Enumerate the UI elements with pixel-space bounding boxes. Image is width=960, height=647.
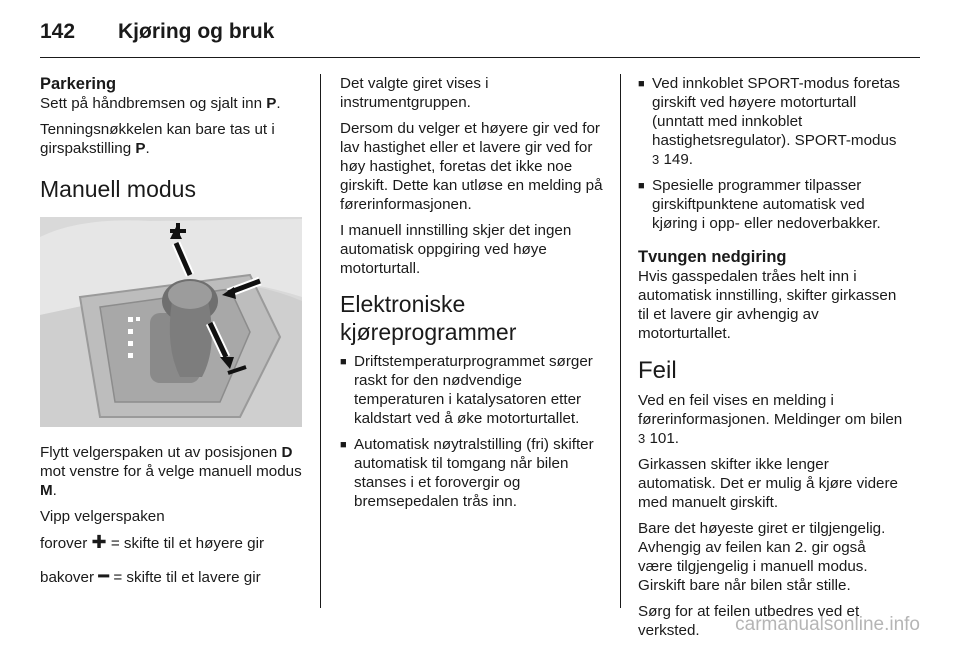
text-run: Ved en feil vises en melding i førerinformasjonen. Meldinger om bilen — [638, 392, 903, 428]
gear-m: M — [40, 482, 53, 499]
back-line — [40, 567, 306, 587]
text-run: Sett på håndbremsen og sjalt inn — [40, 95, 267, 112]
bullet-icon: ■ — [638, 78, 645, 90]
forward-line — [40, 533, 306, 553]
plus-icon: ✚ — [91, 532, 107, 552]
list-item-text: Driftstemperaturprogrammet sørger raskt for den nødvendige temperaturen i katalysatoren etter kaldstart ved å øke motorturtallet. — [354, 353, 593, 427]
move-lever-text — [40, 443, 306, 500]
gear-p: P — [266, 95, 277, 112]
manual-mode-heading: Manuell modus — [40, 176, 196, 202]
no-upshift-text: I manuell innstilling skjer det ingen automatisk oppgiring ved høye motorturtall. — [340, 222, 572, 277]
bullet-icon: ■ — [638, 180, 645, 192]
page-ref[interactable]: 101. — [649, 430, 680, 447]
column-1 — [40, 74, 306, 594]
bullet-icon: ■ — [340, 356, 347, 368]
watermark: carmanualsonline.info — [735, 614, 920, 635]
text-run: . — [276, 95, 281, 112]
column-divider-1 — [320, 74, 321, 608]
list-item-text: Automatisk nøytralstilling (fri) skifter automatisk til tomgang når bilen stanses i et forovergir og bremsepedalen trås inn. — [354, 436, 594, 510]
chapter-title: Kjøring og bruk — [118, 20, 275, 43]
text-run: = skifte til et lavere gir — [109, 569, 261, 586]
page-ref-icon: 3 — [652, 152, 660, 167]
text-run: . — [52, 482, 57, 499]
column-divider-2 — [620, 74, 621, 608]
tilt-lever-text: Vipp velgerspaken — [40, 508, 165, 525]
fault-text-3: Bare det høyeste giret er tilgjengelig. Avhengig av feilen kan 2. gir også være tilgjengelig i manuell modus. Girskift bare når bilen står stille. — [638, 520, 886, 594]
forced-downshift-heading: Tvungen nedgiring — [638, 248, 787, 266]
text-run: forover — [40, 535, 88, 552]
wrong-gear-text: Dersom du velger et høyere gir ved for lav hastighet eller et lavere gir ved for høy hastighet, foretas det ikke noe girskift. Dette kan utløse en melding på førerinformasjonen. — [340, 120, 603, 213]
header-rule — [40, 57, 920, 58]
heading-line: kjøreprogrammer — [340, 319, 517, 345]
fault-text-2: Girkassen skifter ikke lenger automatisk. Det er mulig å kjøre videre med manuelt girskift. — [638, 456, 898, 511]
page-number: 142 — [40, 20, 76, 43]
fault-text-1 — [638, 391, 904, 448]
text-run: Tenningsnøkkelen kan bare tas ut i girspakstilling — [40, 121, 275, 157]
parking-text-1 — [40, 94, 306, 113]
electronic-programs-list — [340, 352, 606, 511]
page-ref-icon: 3 — [638, 431, 646, 446]
gear-lever-drawing — [40, 217, 302, 427]
programs-list-continued — [638, 74, 904, 233]
list-item — [340, 435, 606, 511]
list-item — [638, 176, 904, 233]
column-2 — [340, 74, 606, 518]
gear-d: D — [281, 444, 293, 461]
gear-p: P — [135, 140, 146, 157]
selected-gear-text: Det valgte giret vises i instrumentgruppen. — [340, 75, 489, 111]
fault-text-4: Sørg for at feilen utbedres ved et verksted. — [638, 603, 860, 639]
page-header — [40, 16, 920, 56]
heading-line: Elektroniske — [340, 291, 466, 317]
list-item — [638, 74, 904, 169]
electronic-programs-heading — [340, 290, 606, 346]
page-ref[interactable]: 149. — [663, 151, 694, 168]
column-3 — [638, 74, 904, 647]
list-item-text: Ved innkoblet SPORT-modus foretas girskift ved høyere motorturtall (unntatt med innkoblet hastighetsregulator). SPORT-modus — [652, 75, 900, 149]
text-run: bakover — [40, 569, 95, 586]
parking-text-2 — [40, 120, 306, 158]
text-run: . — [145, 140, 150, 157]
list-item-text: Spesielle programmer tilpasser girskiftpunktene automatisk ved kjøring i opp- eller nedoverbakker. — [652, 177, 881, 232]
bullet-icon: ■ — [340, 439, 347, 451]
text-run: = skifte til et høyere gir — [106, 535, 265, 552]
fault-heading: Feil — [638, 357, 677, 384]
text-run: Flytt velgerspaken ut av posisjonen — [40, 444, 282, 461]
list-item — [340, 352, 606, 428]
gear-lever-illustration — [40, 217, 302, 427]
forced-downshift-text: Hvis gasspedalen tråes helt inn i automatisk innstilling, skifter girkassen til et lavere gir avhengig av motorturtallet. — [638, 268, 897, 342]
text-run: mot venstre for å velge manuell modus — [40, 463, 302, 480]
parking-heading: Parkering — [40, 75, 117, 93]
minus-icon: ━ — [98, 566, 110, 586]
